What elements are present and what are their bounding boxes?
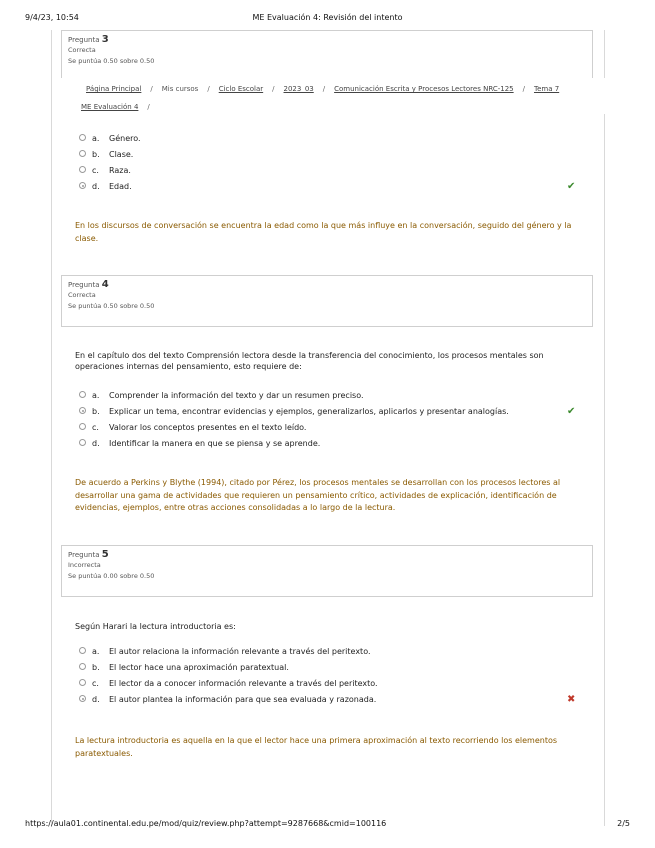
breadcrumb-my-courses[interactable]: Mis cursos (161, 85, 199, 93)
question-number-value: 3 (101, 34, 109, 45)
answer-option[interactable] (79, 147, 579, 163)
radio-button[interactable] (79, 663, 86, 670)
question-label: Pregunta (68, 281, 100, 289)
option-letter: d. (92, 695, 100, 704)
answer-option[interactable] (79, 660, 579, 676)
breadcrumb-quiz[interactable]: ME Evaluación 4 (81, 103, 139, 111)
answer-option[interactable] (79, 179, 579, 195)
radio-button[interactable] (79, 150, 86, 157)
radio-button[interactable] (79, 439, 86, 446)
question-info-4 (61, 275, 593, 327)
page-frame-left (51, 30, 52, 826)
option-text: Género. (109, 134, 141, 143)
breadcrumb-course[interactable]: Comunicación Escrita y Procesos Lectores NRC-125 (334, 85, 514, 93)
answer-option[interactable] (79, 388, 579, 404)
print-page-number: 2/5 (617, 819, 630, 828)
radio-button-selected[interactable] (79, 695, 86, 702)
breadcrumb-school-cycle[interactable]: Ciclo Escolar (218, 85, 264, 93)
question-label: Pregunta (68, 551, 100, 559)
radio-button-selected[interactable] (79, 407, 86, 414)
question-number (68, 550, 586, 560)
breadcrumb-separator: / (322, 85, 326, 93)
breadcrumb-home[interactable]: Página Principal (86, 85, 142, 93)
radio-button[interactable] (79, 134, 86, 141)
correct-check-icon: ✔ (567, 406, 576, 417)
question-info-5 (61, 545, 593, 597)
answer-option[interactable] (79, 420, 579, 436)
question-number (68, 35, 586, 45)
question-number (68, 280, 586, 290)
option-letter: b. (92, 150, 100, 159)
answer-list-4 (79, 388, 579, 452)
radio-button[interactable] (79, 391, 86, 398)
answer-list-3 (79, 131, 579, 195)
incorrect-cross-icon: ✖ (567, 694, 576, 705)
question-number-value: 4 (101, 279, 109, 290)
option-text: El autor plantea la información para que sea evaluada y razonada. (109, 695, 377, 704)
radio-button[interactable] (79, 166, 86, 173)
option-text: El autor relaciona la información relevante a través del peritexto. (109, 647, 371, 656)
answer-option[interactable] (79, 131, 579, 147)
radio-button[interactable] (79, 679, 86, 686)
radio-button[interactable] (79, 647, 86, 654)
correct-check-icon: ✔ (567, 181, 576, 192)
breadcrumb-separator: / (522, 85, 525, 93)
radio-button[interactable] (79, 423, 86, 430)
question-state: Correcta (68, 291, 96, 299)
question-text-4: En el capítulo dos del texto Comprensión lectora desde la transferencia del conocimiento, los procesos mentales son operaciones internas del pensamiento, esto requiere de: (75, 351, 544, 371)
option-text: Edad. (109, 182, 132, 191)
question-state: Correcta (68, 46, 96, 54)
answer-option[interactable] (79, 676, 579, 692)
question-text-5: Según Harari la lectura introductoria es: (75, 622, 236, 631)
option-text: Raza. (109, 166, 131, 175)
print-footer (25, 819, 630, 831)
print-url: https://aula01.continental.edu.pe/mod/quiz/review.php?attempt=9287668&cmid=100116 (25, 819, 387, 828)
breadcrumb-separator: / (207, 85, 210, 93)
option-letter: b. (92, 407, 100, 416)
option-text: Valorar los conceptos presentes en el texto leído. (109, 423, 307, 432)
breadcrumb (61, 78, 641, 114)
breadcrumb-term[interactable]: 2023_03 (283, 85, 314, 93)
question-state: Incorrecta (68, 561, 101, 569)
option-text: Explicar un tema, encontrar evidencias y ejemplos, generalizarlos, aplicarlos y presentar analogías. (109, 407, 509, 416)
question-grade: Se puntúa 0.00 sobre 0.50 (68, 572, 155, 580)
feedback-3: En los discursos de conversación se encuentra la edad como la que más influye en la conversación, seguido del género y la clase. (75, 221, 572, 243)
option-letter: d. (92, 439, 100, 448)
option-text: El lector da a conocer información relevante a través del peritexto. (109, 679, 378, 688)
option-letter: c. (92, 166, 99, 175)
answer-option[interactable] (79, 692, 579, 708)
option-letter: b. (92, 663, 100, 672)
print-date: 9/4/23, 10:54 (25, 13, 79, 22)
option-letter: c. (92, 679, 99, 688)
question-label: Pregunta (68, 36, 100, 44)
answer-list-5 (79, 644, 579, 708)
feedback-4: De acuerdo a Perkins y Blythe (1994), citado por Pérez, los procesos mentales se desarrollan con los procesos lectores al desarrollar una gama de actividades que requieren un pensamiento crítico, actividades de explicación, identificación de evidencias, ejemplos, entre otras acciones consolidadas a lo largo de la lectura. (75, 478, 561, 512)
option-letter: c. (92, 423, 99, 432)
question-grade: Se puntúa 0.50 sobre 0.50 (68, 57, 155, 65)
option-letter: a. (92, 134, 100, 143)
radio-button-selected[interactable] (79, 182, 86, 189)
feedback-5: La lectura introductoria es aquella en la que el lector hace una primera aproximación al texto recorriendo los elementos paratextuales. (75, 736, 558, 758)
option-letter: d. (92, 182, 100, 191)
page-frame-right (604, 30, 605, 826)
option-text: Identificar la manera en que se piensa y se aprende. (109, 439, 321, 448)
answer-option[interactable] (79, 436, 579, 452)
answer-option[interactable] (79, 404, 579, 420)
option-letter: a. (92, 647, 100, 656)
breadcrumb-separator: / (147, 103, 150, 111)
option-text: Comprender la información del texto y dar un resumen preciso. (109, 391, 364, 400)
breadcrumb-separator: / (150, 85, 153, 93)
option-text: El lector hace una aproximación paratextual. (109, 663, 289, 672)
question-number-value: 5 (101, 549, 109, 560)
answer-option[interactable] (79, 644, 579, 660)
breadcrumb-separator: / (272, 85, 275, 93)
breadcrumb-topic[interactable]: Tema 7 (533, 85, 560, 93)
option-text: Clase. (109, 150, 134, 159)
print-title: ME Evaluación 4: Revisión del intento (252, 13, 403, 22)
question-grade: Se puntúa 0.50 sobre 0.50 (68, 302, 155, 310)
answer-option[interactable] (79, 163, 579, 179)
print-header (25, 13, 630, 25)
option-letter: a. (92, 391, 100, 400)
